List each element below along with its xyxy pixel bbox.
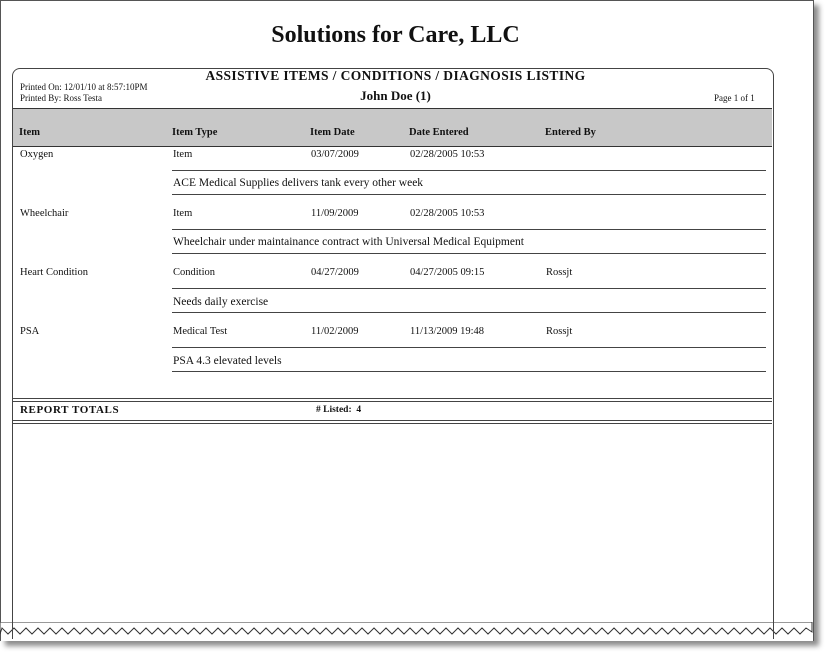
row-divider xyxy=(172,253,766,254)
row-note: Wheelchair under maintainance contract with Universal Medical Equipment xyxy=(173,236,524,248)
company-name: Solutions for Care, LLC xyxy=(271,22,520,48)
row-item-date: 11/09/2009 xyxy=(311,208,359,219)
col-date-entered: Date Entered xyxy=(409,127,469,138)
row-type: Condition xyxy=(173,267,216,278)
col-item-type: Item Type xyxy=(172,127,218,138)
row-date-entered: 11/13/2009 19:48 xyxy=(410,326,484,337)
totals-rule-top-2 xyxy=(13,401,772,402)
row-item: Wheelchair xyxy=(20,208,69,219)
totals-rule-bottom xyxy=(13,420,772,421)
col-item-date: Item Date xyxy=(310,127,355,138)
row-date-entered: 04/27/2005 09:15 xyxy=(410,267,485,278)
listed-label: # Listed: xyxy=(316,405,352,415)
col-item: Item xyxy=(19,127,40,138)
row-divider xyxy=(172,347,766,348)
row-divider xyxy=(172,194,766,195)
row-divider xyxy=(172,229,766,230)
row-item: PSA xyxy=(20,326,40,337)
row-note: ACE Medical Supplies delivers tank every other week xyxy=(173,177,424,189)
report-subject: John Doe (1) xyxy=(360,88,431,103)
totals-rule-top xyxy=(13,398,772,399)
row-entered-by: Rossjt xyxy=(546,326,573,337)
row-note: Needs daily exercise xyxy=(173,296,269,308)
totals-rule-bottom-2 xyxy=(13,423,772,424)
report-totals-label: REPORT TOTALS xyxy=(20,404,120,416)
report-frame xyxy=(12,68,774,639)
printed-on: Printed On: 12/01/10 at 8:57:10PM xyxy=(20,82,148,92)
row-type: Medical Test xyxy=(173,326,228,337)
listed-count xyxy=(316,405,361,415)
row-item: Oxygen xyxy=(20,149,54,160)
row-divider xyxy=(172,371,766,372)
printed-by: Printed By: Ross Testa xyxy=(20,93,102,103)
row-type: Item xyxy=(173,149,193,160)
column-header-bar xyxy=(13,108,772,147)
row-date-entered: 02/28/2005 10:53 xyxy=(410,208,485,219)
row-item: Heart Condition xyxy=(20,267,88,278)
row-divider xyxy=(172,312,766,313)
page-number: Page 1 of 1 xyxy=(714,93,755,103)
listed-value: 4 xyxy=(356,405,362,415)
row-item-date: 04/27/2009 xyxy=(311,267,359,278)
report-title: ASSISTIVE ITEMS / CONDITIONS / DIAGNOSIS LISTING xyxy=(205,68,586,83)
row-note: PSA 4.3 elevated levels xyxy=(173,355,282,367)
row-divider xyxy=(172,170,766,171)
row-item-date: 11/02/2009 xyxy=(311,326,359,337)
row-date-entered: 02/28/2005 10:53 xyxy=(410,149,485,160)
row-type: Item xyxy=(173,208,193,219)
row-divider xyxy=(172,288,766,289)
col-entered-by: Entered By xyxy=(545,127,596,138)
row-item-date: 03/07/2009 xyxy=(311,149,359,160)
row-entered-by: Rossjt xyxy=(546,267,573,278)
